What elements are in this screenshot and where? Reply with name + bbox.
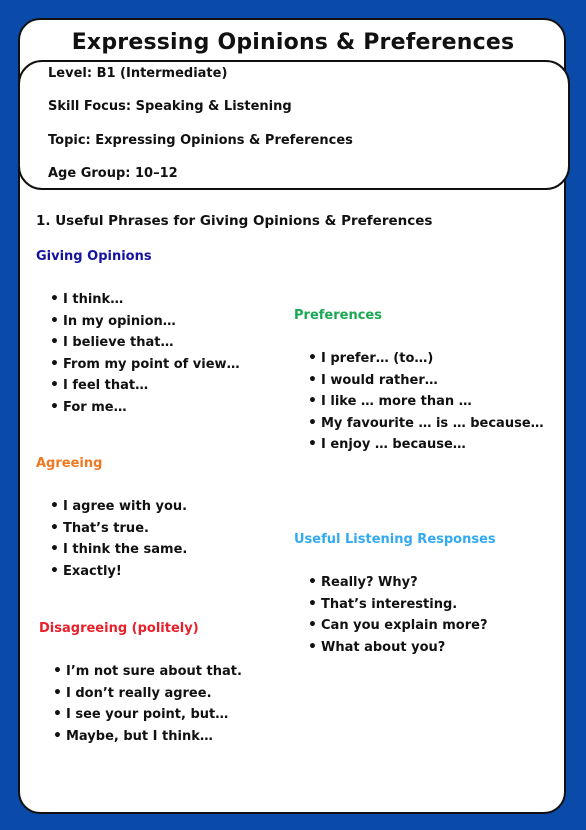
disagreeing-list bbox=[53, 661, 242, 747]
section-heading: 1. Useful Phrases for Giving Opinions & Preferences bbox=[36, 213, 433, 229]
list-item: • I believe that… bbox=[50, 332, 240, 354]
listening-responses-list bbox=[308, 572, 488, 658]
giving-opinions-heading: Giving Opinions bbox=[36, 249, 152, 264]
list-item: • I’m not sure about that. bbox=[53, 661, 242, 683]
list-item: • From my point of view… bbox=[50, 354, 240, 376]
list-item: • In my opinion… bbox=[50, 311, 240, 333]
page-title: Expressing Opinions & Preferences bbox=[71, 30, 515, 55]
list-item: • I would rather… bbox=[308, 370, 544, 392]
list-item: • What about you? bbox=[308, 637, 488, 659]
skill-label: Skill Focus: Speaking & Listening bbox=[48, 99, 292, 114]
list-item: • Exactly! bbox=[50, 561, 187, 583]
list-item: • I feel that… bbox=[50, 375, 240, 397]
agreeing-list bbox=[50, 496, 187, 582]
disagreeing-heading: Disagreeing (politely) bbox=[39, 621, 199, 636]
list-item: • I prefer… (to…) bbox=[308, 348, 544, 370]
list-item: • Really? Why? bbox=[308, 572, 488, 594]
preferences-heading: Preferences bbox=[294, 308, 382, 323]
topic-label: Topic: Expressing Opinions & Preferences bbox=[48, 133, 353, 148]
list-item: • Maybe, but I think… bbox=[53, 726, 242, 748]
list-item: • That’s true. bbox=[50, 518, 187, 540]
list-item: • I enjoy … because… bbox=[308, 434, 544, 456]
listening-responses-heading: Useful Listening Responses bbox=[294, 532, 496, 547]
agreeing-heading: Agreeing bbox=[36, 456, 103, 471]
list-item: • I like … more than … bbox=[308, 391, 544, 413]
list-item: • Can you explain more? bbox=[308, 615, 488, 637]
list-item: • I don’t really agree. bbox=[53, 683, 242, 705]
list-item: • I think the same. bbox=[50, 539, 187, 561]
age-label: Age Group: 10–12 bbox=[48, 166, 178, 181]
list-item: • For me… bbox=[50, 397, 240, 419]
list-item: • I think… bbox=[50, 289, 240, 311]
list-item: • I agree with you. bbox=[50, 496, 187, 518]
list-item: • My favourite … is … because… bbox=[308, 413, 544, 435]
list-item: • I see your point, but… bbox=[53, 704, 242, 726]
preferences-list bbox=[308, 348, 544, 456]
giving-opinions-list bbox=[50, 289, 240, 418]
level-label: Level: B1 (Intermediate) bbox=[48, 66, 228, 81]
list-item: • That’s interesting. bbox=[308, 594, 488, 616]
